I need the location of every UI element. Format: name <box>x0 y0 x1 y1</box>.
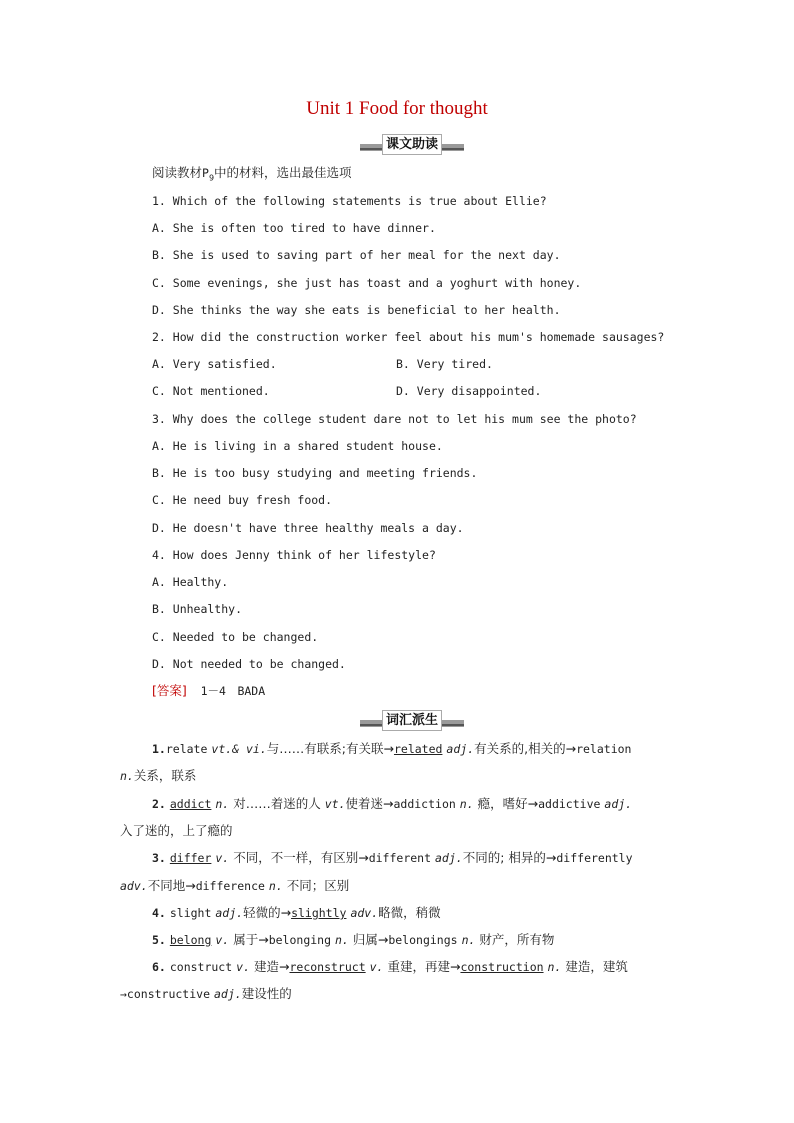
option-3d: D. He doesn't have three healthy meals a day. <box>152 521 464 535</box>
vocab-item-6: 6. construct v. 建造→reconstruct v. 重建，再建→construction n. 建造，建筑 <box>152 959 628 974</box>
vocab-item-2: 2. addict n. 对……着迷的人 vt.使着迷→addiction n. 瘾，嗜好→addictive adj. <box>152 796 633 811</box>
option-4b: B. Unhealthy. <box>152 602 243 616</box>
option-1c: C. Some evenings, she just has toast and a yoghurt with honey. <box>152 276 582 290</box>
vocab-item-4: 4. slight adj.轻微的→slightly adv.略微，稍微 <box>152 905 441 920</box>
section-heading-reading: 课文助读 <box>382 134 442 155</box>
option-1a: A. She is often too tired to have dinner. <box>152 221 436 235</box>
option-2b: B. Very tired. <box>396 357 493 371</box>
option-2d: D. Very disappointed. <box>396 384 542 398</box>
vocab-item-2-cont: 入了迷的，上了瘾的 <box>120 823 233 838</box>
option-1d: D. She thinks the way she eats is beneficial to her health. <box>152 303 561 317</box>
option-2a: A. Very satisfied. <box>152 357 277 371</box>
instruction: 阅读教材$P_9$中的材料，选出最佳选项 <box>152 165 352 183</box>
option-4d: D. Not needed to be changed. <box>152 657 346 671</box>
option-3a: A. He is living in a shared student house. <box>152 439 443 453</box>
option-3b: B. He is too busy studying and meeting friends. <box>152 466 478 480</box>
vocab-item-1-cont: n.关系，联系 <box>120 768 197 783</box>
option-2c: C. Not mentioned. <box>152 384 270 398</box>
answer-text: 1－4 BADA <box>200 684 266 698</box>
section-banner-reading <box>360 134 464 154</box>
vocab-item-3: 3. differ v. 不同，不一样，有区别→different adj.不同的; 相异的→differently <box>152 850 633 865</box>
option-4a: A. Healthy. <box>152 575 229 589</box>
vocab-item-6-cont: →constructive adj.建设性的 <box>120 986 292 1001</box>
option-1b: B. She is used to saving part of her meal for the next day. <box>152 248 561 262</box>
section-heading-vocab: 词汇派生 <box>382 710 442 731</box>
question-4: 4. How does Jenny think of her lifestyle? <box>152 548 436 562</box>
page-title: Unit 1 Food for thought <box>306 98 488 119</box>
vocab-item-1: 1.relate vt.& vi.与……有联系;有关联→related adj.有关系的,相关的→relation <box>152 741 632 756</box>
question-3: 3. Why does the college student dare not to let his mum see the photo? <box>152 412 637 426</box>
answer-label: [答案] <box>152 683 187 698</box>
question-2: 2. How did the construction worker feel about his mum's homemade sausages? <box>152 330 665 344</box>
question-1: 1. Which of the following statements is true about Ellie? <box>152 194 547 208</box>
section-banner-vocab <box>360 710 464 730</box>
option-4c: C. Needed to be changed. <box>152 630 319 644</box>
answer-line <box>152 683 265 699</box>
option-3c: C. He need buy fresh food. <box>152 493 333 507</box>
vocab-item-3-cont: adv.不同地→difference n. 不同；区别 <box>120 878 350 893</box>
vocab-item-5: 5. belong v. 属于→belonging n. 归属→belongings n. 财产，所有物 <box>152 932 555 947</box>
